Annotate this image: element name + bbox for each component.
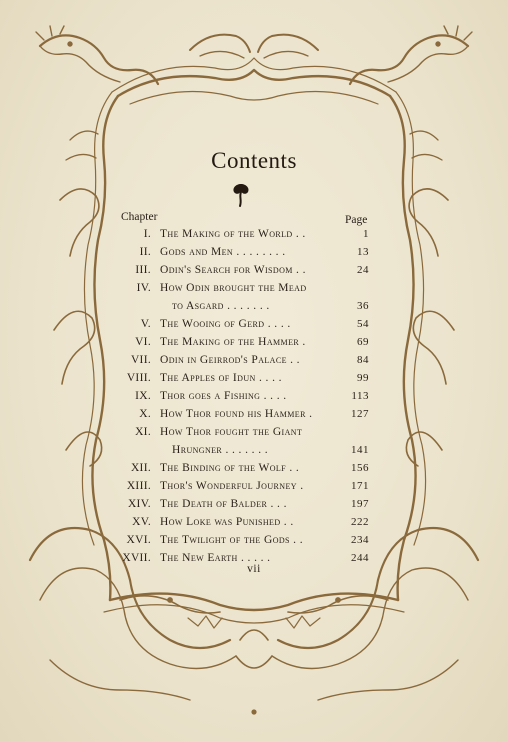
toc-row — [0, 318, 508, 336]
toc-row — [0, 408, 508, 426]
chapter-number: III. — [135, 264, 151, 276]
toc-row — [0, 462, 508, 480]
chapter-number: IX. — [135, 390, 151, 402]
toc-row — [0, 426, 508, 462]
page-number: 244 — [351, 552, 369, 564]
chapter-title: How Loke was Punished . . — [160, 516, 294, 528]
toc-row — [0, 282, 508, 318]
toc-row — [0, 390, 508, 408]
chapter-number: XVI. — [126, 534, 151, 546]
chapter-number: II. — [139, 246, 151, 258]
page-number: 1 — [363, 228, 369, 240]
chapter-title: The Twilight of the Gods . . — [160, 534, 304, 546]
page-column-header: Page — [345, 214, 368, 226]
chapter-title: The New Earth . . . . . — [160, 552, 271, 564]
toc-row — [0, 246, 508, 264]
toc-row — [0, 336, 508, 354]
chapter-title: The Making of the Hammer . — [160, 336, 306, 348]
chapter-number: X. — [139, 408, 151, 420]
chapter-title: Odin's Search for Wisdom . . — [160, 264, 306, 276]
chapter-number: I. — [143, 228, 151, 240]
chapter-title-continued: Hrungner . . . . . . . — [172, 444, 269, 456]
page-number: 36 — [357, 300, 369, 312]
page-number: 99 — [357, 372, 369, 384]
leaf-ornament-icon — [230, 182, 252, 208]
page-number: 234 — [351, 534, 369, 546]
page-number: 222 — [351, 516, 369, 528]
page-number: 141 — [351, 444, 369, 456]
chapter-title: Thor's Wonderful Journey . — [160, 480, 304, 492]
chapter-number: XIV. — [127, 498, 151, 510]
chapter-number: XV. — [132, 516, 151, 528]
page-number: 54 — [357, 318, 369, 330]
chapter-column-header: Chapter — [121, 211, 158, 223]
chapter-title: Thor goes a Fishing . . . . — [160, 390, 287, 402]
page-number: 13 — [357, 246, 369, 258]
page-number: 197 — [351, 498, 369, 510]
page-number: 69 — [357, 336, 369, 348]
toc-row — [0, 354, 508, 372]
toc-row — [0, 480, 508, 498]
page-number: 156 — [351, 462, 369, 474]
chapter-title: The Death of Balder . . . — [160, 498, 287, 510]
chapter-number: VII. — [130, 354, 151, 366]
page-number: 113 — [351, 390, 369, 402]
chapter-number: VIII. — [126, 372, 151, 384]
chapter-title: The Making of the World . . — [160, 228, 306, 240]
toc-row — [0, 264, 508, 282]
chapter-title-continued: to Asgard . . . . . . . — [172, 300, 270, 312]
toc-row — [0, 372, 508, 390]
chapter-number: V. — [140, 318, 151, 330]
chapter-number: VI. — [135, 336, 151, 348]
chapter-title: Odin in Geirrod's Palace . . — [160, 354, 300, 366]
chapter-title: The Wooing of Gerd . . . . — [160, 318, 291, 330]
toc-row — [0, 498, 508, 516]
chapter-number: IV. — [136, 282, 151, 294]
chapter-number: XVII. — [122, 552, 151, 564]
chapter-title: The Binding of the Wolf . . — [160, 462, 300, 474]
toc-row — [0, 516, 508, 534]
chapter-title: How Thor found his Hammer . — [160, 408, 313, 420]
chapter-title: How Odin brought the Mead — [160, 282, 307, 294]
page-number: 127 — [351, 408, 369, 420]
chapter-title: The Apples of Idun . . . . — [160, 372, 282, 384]
chapter-title: Gods and Men . . . . . . . . — [160, 246, 286, 258]
page-number: 171 — [351, 480, 369, 492]
chapter-number: XIII. — [126, 480, 151, 492]
chapter-number: XI. — [135, 426, 151, 438]
toc-row — [0, 534, 508, 552]
chapter-title: How Thor fought the Giant — [160, 426, 303, 438]
page-title: Contents — [211, 148, 297, 173]
chapter-number: XII. — [130, 462, 151, 474]
page-number: 84 — [357, 354, 369, 366]
page-number: 24 — [357, 264, 369, 276]
folio-page-number: vii — [247, 563, 261, 575]
toc-row — [0, 228, 508, 246]
